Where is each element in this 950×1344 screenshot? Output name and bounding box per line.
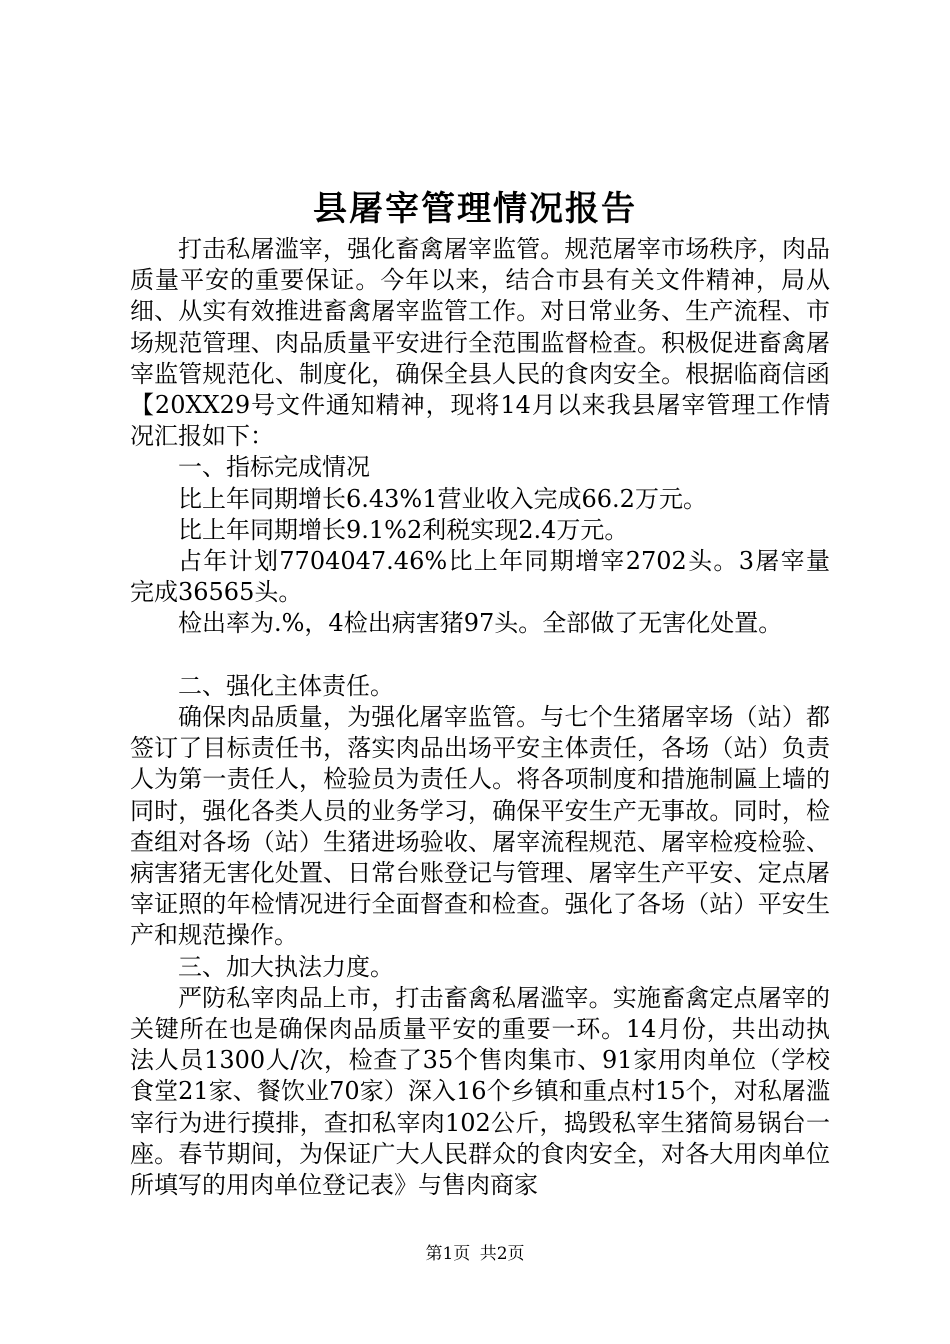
document-title: 县屠宰管理情况报告 [313, 189, 637, 229]
paragraph-spacer [130, 640, 830, 671]
heading-section-3: 三、加大执法力度。 [178, 952, 394, 981]
paragraph-enforcement: 严防私宰肉品上市，打击畜禽私屠滥宰。实施畜禽定点屠宰的关键所在也是确保肉品质量平安的重要一环。14月份，共出动执法人员1300人/次，检查了35个售肉集市、91家用肉单位（学校食堂21家、餐饮业70家）深入16个乡镇和重点村15个，对私屠滥宰行为进行摸排，查扣私宰肉102公斤，捣毁私宰生猪简易锅台一座。春节期间，为保证广大人民群众的食肉安全，对各大用肉单位所填写的用肉单位登记表》与售肉商家 [130, 983, 830, 1200]
page-total: 共2页 [479, 1244, 525, 1264]
page-footer [0, 1243, 950, 1265]
paragraph-detection: 检出率为.%，4检出病害猪97头。全部做了无害化处置。 [178, 609, 783, 638]
heading-section-1: 一、指标完成情况 [178, 453, 370, 482]
heading-section-2: 二、强化主体责任。 [178, 671, 394, 700]
paragraph-revenue: 比上年同期增长6.43%1营业收入完成66.2万元。 [178, 484, 707, 513]
paragraph-tax: 比上年同期增长9.1%2利税实现2.4万元。 [178, 515, 629, 544]
document-body [130, 234, 830, 1201]
paragraph-responsibility: 确保肉品质量，为强化屠宰监管。与七个生猪屠宰场（站）都签订了目标责任书，落实肉品出场平安主体责任，各场（站）负责人为第一责任人，检验员为责任人。将各项制度和措施制匾上墙的同时，强化各类人员的业务学习，确保平安生产无事故。同时，检查组对各场（站）生猪进场验收、屠宰流程规范、屠宰检疫检验、病害猪无害化处置、日常台账登记与管理、屠宰生产平安、定点屠宰证照的年检情况进行全面督查和检查。强化了各场（站）平安生产和规范操作。 [130, 703, 830, 950]
paragraph-intro: 打击私屠滥宰，强化畜禽屠宰监管。规范屠宰市场秩序，肉品质量平安的重要保证。今年以来，结合市县有关文件精神，局从细、从实有效推进畜禽屠宰监管工作。对日常业务、生产流程、市场规范管理、肉品质量平安进行全范围监督检查。积极促进畜禽屠宰监管规范化、制度化，确保全县人民的食肉安全。根据临商信函【20XX29号文件通知精神，现将14月以来我县屠宰管理工作情况汇报如下： [130, 235, 830, 451]
page-number: 第1页 [425, 1244, 471, 1264]
paragraph-slaughter-volume: 占年计划7704047.46%比上年同期增宰2702头。3屠宰量完成36565头。 [130, 547, 830, 607]
